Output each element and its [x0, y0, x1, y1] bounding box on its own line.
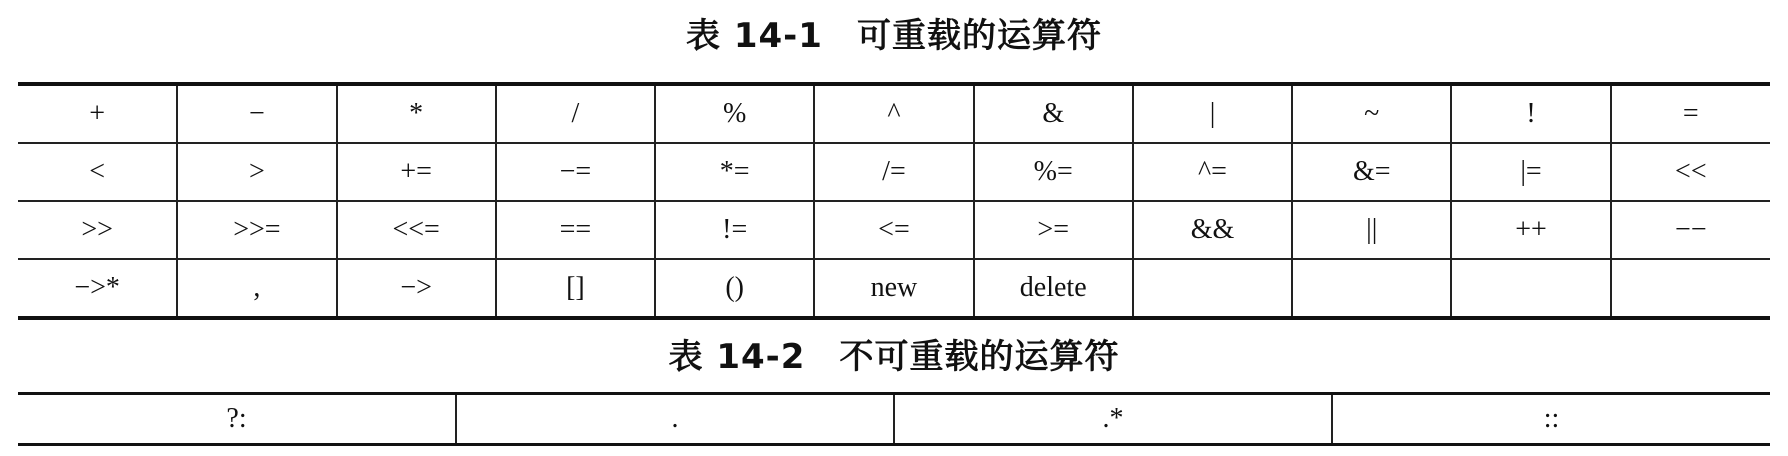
table-14-2-caption	[0, 337, 1788, 377]
operator-cell: *=	[655, 143, 814, 201]
empty-cell	[1611, 259, 1770, 318]
operator-cell: delete	[974, 259, 1133, 318]
operator-cell: =	[1611, 84, 1770, 143]
operator-cell: &=	[1292, 143, 1451, 201]
operator-cell: ^=	[1133, 143, 1292, 201]
non-overloadable-operators-table	[18, 392, 1770, 446]
operator-cell: new	[814, 259, 973, 318]
operator-cell: *	[337, 84, 496, 143]
operator-cell: >=	[974, 201, 1133, 259]
operator-cell: >>=	[177, 201, 336, 259]
operator-cell: !=	[655, 201, 814, 259]
operator-cell: <<=	[337, 201, 496, 259]
operator-cell: −=	[496, 143, 655, 201]
operator-cell: ,	[177, 259, 336, 318]
table-14-1-caption	[0, 16, 1788, 56]
empty-cell	[1292, 259, 1451, 318]
operator-cell: >>	[18, 201, 177, 259]
operator-cell: −>*	[74, 272, 120, 303]
table-row	[18, 84, 1770, 143]
operator-cell: /	[496, 84, 655, 143]
operator-cell: <	[18, 143, 177, 201]
table-14-1-number: 表 14-1	[686, 16, 823, 56]
operator-cell: []	[496, 259, 655, 318]
operator-cell: ?:	[226, 403, 247, 434]
operator-cell: /=	[814, 143, 973, 201]
table-row	[18, 143, 1770, 201]
operator-cell: ==	[496, 201, 655, 259]
operator-cell: |=	[1451, 143, 1610, 201]
operator-cell: %	[655, 84, 814, 143]
operator-cell: ~	[1292, 84, 1451, 143]
operator-cell: &	[974, 84, 1133, 143]
operator-cell: −	[177, 84, 336, 143]
operator-cell: ||	[1292, 201, 1451, 259]
operator-cell: %=	[974, 143, 1133, 201]
operator-cell: ::	[1332, 394, 1770, 445]
overloadable-operators-table	[18, 82, 1770, 320]
operator-cell: .	[456, 394, 894, 445]
operator-cell: ++	[1451, 201, 1610, 259]
operator-cell: !	[1451, 84, 1610, 143]
operator-cell: ^	[814, 84, 973, 143]
table-row	[18, 259, 1770, 318]
operator-cell: |	[1133, 84, 1292, 143]
empty-cell	[1451, 259, 1610, 318]
table-14-2-number: 表 14-2	[668, 337, 806, 377]
empty-cell	[1133, 259, 1292, 318]
operator-cell: <<	[1611, 143, 1770, 201]
operator-cell: −>	[337, 259, 496, 318]
table-14-1-title: 可重载的运算符	[856, 16, 1102, 56]
operator-cell: <=	[814, 201, 973, 259]
operator-cell: .*	[894, 394, 1332, 445]
operator-cell: ()	[655, 259, 814, 318]
table-row	[18, 201, 1770, 259]
operator-cell: >	[177, 143, 336, 201]
table-row	[18, 394, 1770, 445]
operator-cell: −−	[1611, 201, 1770, 259]
operator-cell: &&	[1133, 201, 1292, 259]
operator-cell: +=	[337, 143, 496, 201]
operator-cell: +	[18, 84, 177, 143]
table-14-2-title: 不可重载的运算符	[839, 337, 1120, 377]
